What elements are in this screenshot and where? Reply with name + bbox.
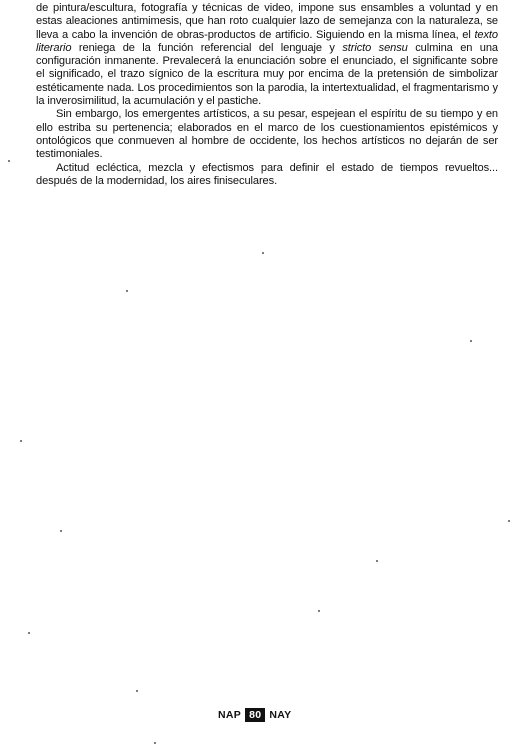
paragraph-2 [36,108,498,161]
italic-term-stricto-sensu: stricto sensu [342,41,408,54]
scan-speck [126,290,128,292]
text-segment: Sin embargo, los emergentes artísticos, a su pesar, espejean el espíritu de su tiempo y en ello estriba su pertenencia; elaborados en el marco de los cuestionamientos epistémicos y ontológicos que conmueven al hombre de occidente, los hechos artísticos no dejarán de ser testimoniales. [36,108,498,161]
page-number: 80 [245,708,265,722]
scan-speck [20,440,22,442]
scan-speck [376,560,378,562]
text-segment: culmina en una configuración inmanente. Prevalecerá la enunciación sobre el enunciado, el significante sobre el significado, el trazo sígnico de la escritura muy por encima de la pretensión de simbolizar estéticamente nada. Los procedimientos son la parodia, la intertextualidad, el fragmentarismo y la inverosimilitud, la acumulación y el pastiche. [36,41,498,108]
scan-speck [470,340,472,342]
scan-speck [60,530,62,532]
italic-term-texto-literario: texto literario [36,28,498,54]
paragraph-3 [36,162,498,189]
paragraph-1 [36,2,498,108]
scan-speck [318,610,320,612]
footer-left-text: NAP [218,709,242,721]
page-footer [218,708,291,722]
scan-speck [8,160,10,162]
scan-speck [28,632,30,634]
scan-speck [262,252,264,254]
scan-speck [508,520,510,522]
footer-right-text: NAY [269,709,292,721]
text-segment: Actitud ecléctica, mezcla y efectismos para definir el estado de tiempos revueltos... después de la modernidad, los aires finiseculares. [36,161,498,187]
scan-speck [136,690,138,692]
text-segment: de pintura/escultura, fotografía y técnicas de video, impone sus ensambles a voluntad y en estas aleaciones antimimesis, que han roto cualquier lazo de semejanza con la naturaleza, se lleva a cabo la invención de obras-productos de artificio. Siguiendo en la misma línea, el [36,2,498,41]
scan-speck [154,742,156,744]
text-segment: reniega de la función referencial del lenguaje y [71,41,343,54]
body-text [36,2,498,188]
